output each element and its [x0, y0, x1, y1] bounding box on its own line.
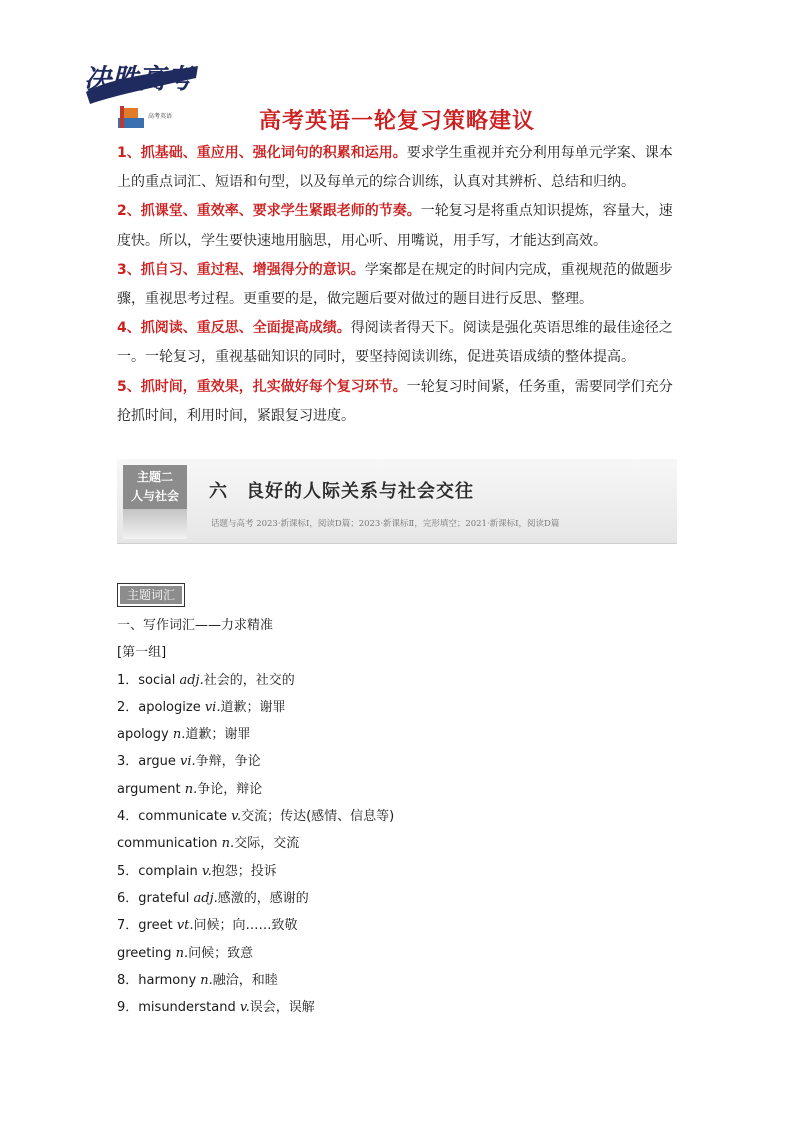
vocab-entry [117, 940, 394, 967]
vocab-word: 2．apologize [117, 699, 205, 715]
strategy-highlight: 1、抓基础、重应用、强化词句的积累和运用。 [117, 145, 407, 161]
section-label [117, 583, 185, 607]
vocab-word: communication [117, 836, 222, 852]
vocab-entry [117, 667, 394, 694]
vocab-word: 4．communicate [117, 809, 232, 825]
vocab-word: 6．grateful [117, 890, 194, 906]
section-label-text: 主题词汇 [120, 586, 182, 604]
vocab-word: argument [117, 781, 185, 797]
topic-tag-line1: 主题二 [136, 470, 173, 484]
topic-title-text: 良好的人际关系与社会交往 [246, 481, 474, 502]
vocab-pos: adj. [193, 890, 218, 906]
vocab-entry [117, 994, 394, 1021]
vocab-pos: vi. [204, 699, 221, 715]
page-title: 高考英语一轮复习策略建议 [258, 109, 535, 134]
vocab-word: 7．greet [117, 918, 177, 934]
vocab-entry [117, 830, 394, 857]
vocab-entry [117, 912, 394, 939]
vocab-meaning: 争论，辩论 [197, 781, 263, 797]
topic-tag-line2: 人与社会 [130, 489, 179, 503]
vocab-meaning: 争辩，争论 [195, 754, 261, 770]
strategy-highlight: 3、抓自习、重过程、增强得分的意识。 [117, 261, 365, 278]
vocab-entry [117, 694, 394, 721]
vocab-meaning: 感激的，感谢的 [217, 890, 309, 906]
vocab-pos: n. [172, 727, 186, 743]
topic-tag-shadow [123, 509, 187, 539]
vocab-meaning: 道歉；谢罪 [220, 699, 286, 715]
topic-number: 六 [209, 481, 228, 502]
vocab-meaning: 问候；致意 [188, 945, 254, 961]
vocab-word: 8．harmony [117, 972, 201, 988]
vocab-pos: vi. [179, 754, 196, 770]
vocab-word: greeting [117, 945, 176, 961]
strategy-text: 要求学生重视并充分利用每单元学案、课本上的重点词汇、短语和句型，以及每单元的综合训练，认真对其辨析、总结和归纳。 [117, 145, 673, 191]
vocab-entry [117, 885, 394, 912]
vocab-group: [第一组] [117, 645, 167, 661]
vocab-meaning: 融洽，和睦 [212, 972, 278, 988]
strategy-text: 学案都是在规定的时间内完成，重视规范的做题步骤，重视思考过程。更重要的是，做完题后要对做过的题目进行反思、整理。 [117, 261, 673, 308]
svg-text:高考英语: 高考英语 [148, 113, 173, 120]
vocab-entry [117, 721, 394, 748]
topic-title [209, 477, 474, 503]
strategy-highlight: 5、抓时间，重效果，扎实做好每个复习环节。 [117, 378, 407, 395]
vocab-meaning: 抱怨；投诉 [211, 863, 277, 879]
strategy-text: 一轮复习时间紧，任务重，需要同学们充分抢抓时间，利用时间，紧跟复习进度。 [117, 378, 673, 424]
topic-tag [123, 465, 187, 509]
vocab-pos: v. [201, 863, 212, 879]
vocab-heading: 一、写作词汇——力求精准 [117, 618, 274, 633]
vocab-entry [117, 967, 394, 994]
vocab-word: 3．argue [117, 754, 180, 770]
strategy-text: 一轮复习是将重点知识提炼，容量大，速度快。所以，学生要快速地用脑思，用心听、用嘴说，用手写，才能达到高效。 [117, 203, 673, 249]
exam-sources: 话题与高考 2023·新课标Ⅰ，阅读D篇；2023·新课标Ⅱ，完形填空；2021·新课标Ⅰ，阅读D篇 [211, 519, 560, 529]
vocab-pos: n. [200, 972, 213, 988]
vocab-entry [117, 803, 394, 830]
vocab-meaning: 误会，误解 [249, 1000, 315, 1016]
strategy-item [117, 256, 683, 314]
strategy-highlight: 2、抓课堂、重效率、要求学生紧跟老师的节奏。 [117, 203, 421, 220]
vocab-word: 1．social [117, 672, 180, 688]
strategy-item [117, 197, 683, 255]
vocab-entry [117, 776, 394, 803]
vocab-entry [117, 748, 394, 775]
vocab-word: 5．complain [117, 863, 202, 879]
vocab-pos: v. [239, 1000, 250, 1016]
svg-text:决胜高考: 决胜高考 [84, 64, 192, 95]
strategy-item [117, 139, 683, 197]
strategy-list [117, 139, 683, 431]
strategy-text: 得阅读者得天下。阅读是强化英语思维的最佳途径之一。一轮复习，重视基础知识的同时，要坚持阅读训练，促进英语成绩的整体提高。 [117, 320, 673, 366]
vocab-meaning: 交流；传达(感情、信息等) [241, 809, 395, 825]
vocab-pos: n. [184, 781, 198, 797]
strategy-item [117, 314, 683, 372]
vocab-meaning: 问候；向……致敬 [193, 918, 298, 934]
vocab-pos: v. [231, 809, 242, 825]
vocab-word: apology [117, 727, 173, 743]
vocab-section [117, 612, 394, 1021]
vocab-meaning: 社会的，社交的 [203, 672, 295, 688]
vocab-pos: n. [175, 945, 189, 961]
vocab-pos: n. [221, 836, 235, 852]
topic-banner [117, 459, 677, 544]
vocab-pos: vt. [176, 918, 194, 934]
vocab-word: 9．misunderstand [117, 1000, 240, 1016]
vocab-entry [117, 858, 394, 885]
vocab-meaning: 交际，交流 [234, 836, 300, 852]
strategy-item [117, 373, 683, 431]
vocab-pos: adj. [179, 672, 204, 688]
vocab-meaning: 道歉；谢罪 [185, 727, 251, 743]
strategy-highlight: 4、抓阅读、重反思、全面提高成绩。 [117, 320, 351, 337]
